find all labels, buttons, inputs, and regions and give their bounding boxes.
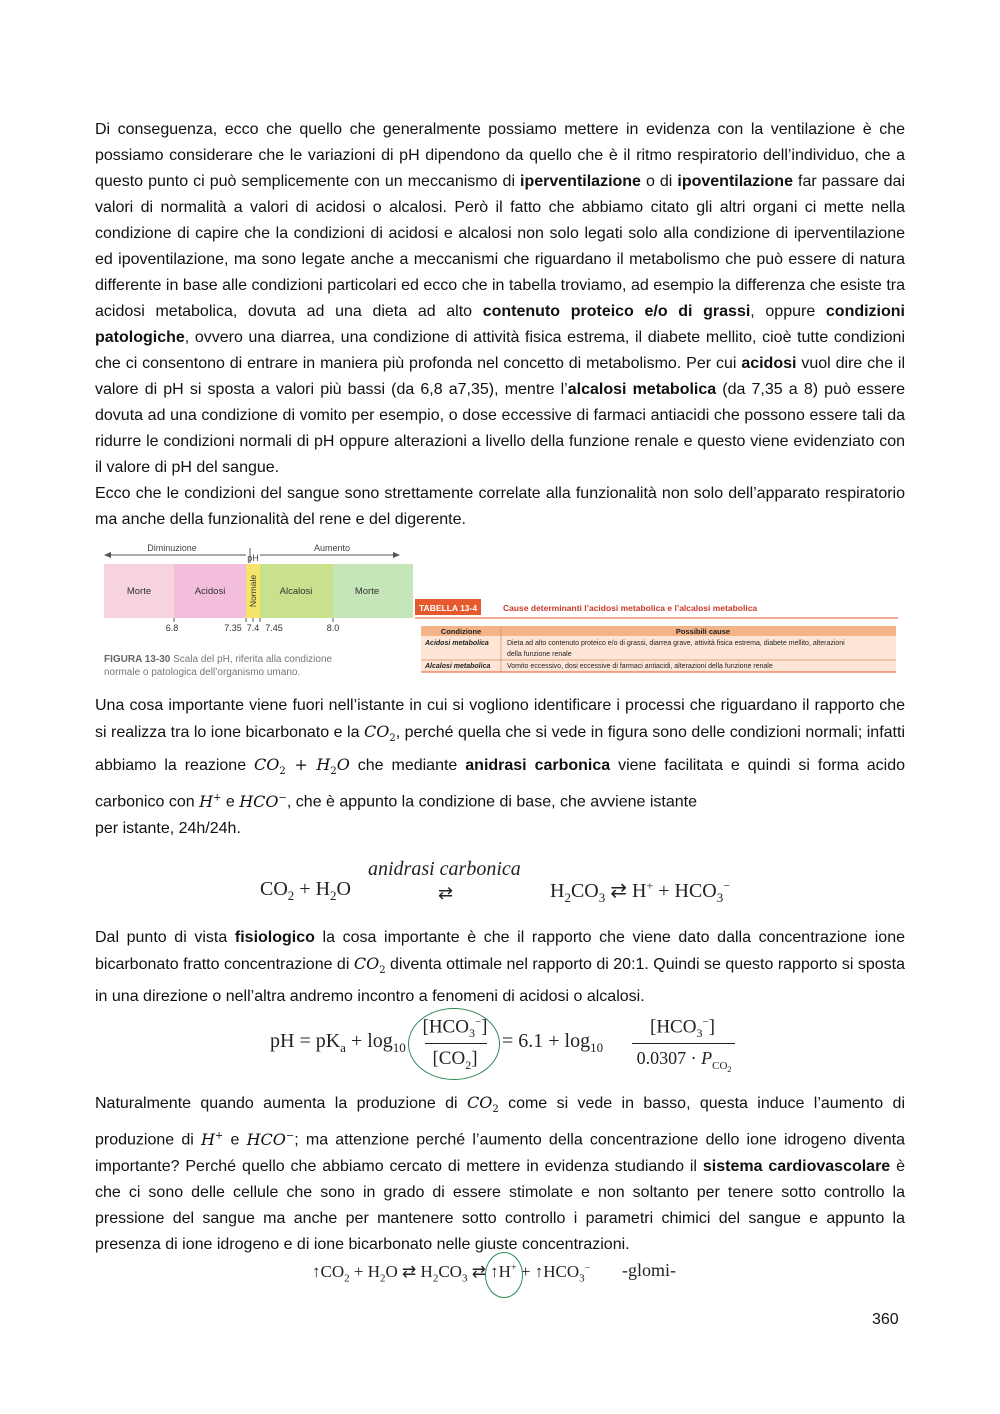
svg-text:6.8: 6.8 bbox=[165, 623, 179, 633]
label-diminuzione: Diminuzione bbox=[147, 543, 197, 553]
svg-text:Morte: Morte bbox=[126, 586, 152, 597]
label-ph: pH bbox=[247, 553, 259, 563]
paragraph-ventilation: Di conseguenza, ecco che quello che generalmente possiamo mettere in evidenza con la ventilazione è che possiamo considerare che le variazioni di pH dipendono da quello che è il ritmo respiratorio dell’individuo, che a questo punto ci può semplicemente con un meccanismo di iperventilazione o di ipoventilazione far passare dai valori di normalità a valori di acidosi o alcalosi. Però il fatto che abbiamo citato gli altri organi ci mette nella condizione di capire che la condizioni di acidosi e alcalosi non solo legati solo alla condizione di iperventilazione ed ipoventilazione, ma sono legate anche a meccanismi che riguardano il metabolismo che può essere di natura differente in base alle condizioni particolari ed ecco che in tabella troviamo, ad esempio la differenza che esiste tra acidosi metabolica, dovuta ad una dieta ad alto contenuto proteico e/o di grassi, oppure condizioni patologiche, ovvero una diarrea, una condizione di attività fisica estrema, il diabete mellito, cioè tutte condizioni che ci consentono di entrare in maniera più profonda nel concetto di metabolismo. Per cui acidosi vuol dire che il valore di pH si sposta a valori più bassi (da 6,8 a7,35), mentre l’alcalosi metabolica (da 7,35 a 8) può essere dovuta ad una condizione di vomito per esempio, o dose eccessive di farmaci antiacidi che possono essere tali da ridurre le condizioni normali di pH oppure alterazioni a livello della funzione renale e questo viene evidenziato con il valore di pH del sangue. bbox=[95, 121, 906, 476]
svg-text:Normale: Normale bbox=[248, 574, 258, 608]
svg-text:Dieta ad alto contenuto protei: Dieta ad alto contenuto proteico e/o di grassi, diarrea grave, attività fisica estrema, diabete mellito, alterazioni bbox=[507, 640, 845, 647]
svg-text:7.45: 7.45 bbox=[265, 623, 283, 633]
page-number: 360 bbox=[872, 1311, 899, 1328]
svg-text:Morte: Morte bbox=[354, 586, 380, 597]
paragraph-hydrogen-ion: Naturalmente quando aumenta la produzione di $CO_2$ come si vede in basso, questa induce l’aumento di produzione di H+ e HCO−; ma attenzione perché l’aumento della concentrazione dello ione idrogeno diventa importante? Perché quello che abbiamo cercato di mettere in evidenza studiando il sistema cardiovascolare è che ci sono delle cellule che sono in grado di essere stimolate e non soltanto per tenere sotto controllo la pressione del sangue ma anche per mantenere sotto controllo i parametri chimici del sangue e appunto la presenza di ione idrogeno e di ione bicarbonato nelle giuste concentrazioni. bbox=[95, 1093, 906, 1253]
svg-text:normale o patologica dell’orga: normale o patologica dell’organismo umano. bbox=[104, 667, 301, 678]
svg-text:Acidosi metabolica: Acidosi metabolica bbox=[425, 640, 489, 647]
label-aumento: Aumento bbox=[313, 543, 351, 553]
table-13-4 bbox=[413, 596, 900, 680]
paragraph-physiological-ratio: Dal punto di vista fisiologico la cosa importante è che il rapporto che viene dato dalla concentrazione ione bicarbonato fratto concentrazione di $CO_2$ diventa ottimale nel rapporto di 20:1. Quindi se questo rapporto si sposta in una direzione o nell’altra andremo incontro a fenomeni di acidosi o alcalosi. bbox=[95, 929, 906, 1006]
figure-caption: FIGURA 13-30 Scala del pH, riferita alla condizione bbox=[104, 654, 333, 665]
svg-text:Possibili cause: Possibili cause bbox=[675, 627, 731, 636]
svg-text:7.4: 7.4 bbox=[246, 623, 260, 633]
equation-henderson-hasselbalch: pH = $pK_a + \log_{10}$ $[HCO_3^-]$ $[CO_2]$ = $6.1 + \log_{10}$ $[HCO_3^-]$ $0.0307 \cdot P_{CO_2}$ bbox=[270, 1006, 740, 1082]
equation-carbonic-anhydrase: $CO_2 + H_2O$ anidrasi carbonica ⇄ $H_2CO_3$ ⇄ $H^+ + HCO_3^-$ bbox=[260, 858, 731, 905]
svg-text:Alcalosi: Alcalosi bbox=[279, 586, 313, 597]
svg-text:8.0: 8.0 bbox=[326, 623, 340, 633]
svg-text:Cause determinanti l’acidosi m: Cause determinanti l’acidosi metabolica e l’alcalosi metabolica bbox=[503, 603, 758, 613]
paragraph-bicarbonate: Una cosa importante viene fuori nell’istante in cui si vogliono identificare i processi che riguardano il rapporto che si realizza tra lo ione bicarbonato e la $CO_2$, perché quella che si vede in figura sono delle condizioni normali; infatti abbiamo la reazione $CO_2 + H_2O$ che mediante anidrasi carbonica viene facilitata e quindi si forma acido carbonico con H+ e HCO−, che è appunto la condizione di base, che avviene istante per istante, 24h/24h. bbox=[95, 697, 906, 837]
svg-text:7.35: 7.35 bbox=[224, 623, 242, 633]
svg-text:Vomito eccessivo, dosi eccessi: Vomito eccessivo, dosi eccessive di farmaci antiacidi, alterazioni della funzione renale bbox=[507, 663, 773, 670]
svg-text:Condizione: Condizione bbox=[440, 627, 482, 636]
svg-text:Acidosi: Acidosi bbox=[194, 586, 226, 597]
equation-co2-increase: $↑CO_2 + H_2O$ ⇄ $H_2CO_3$ ⇄ ↑H+ + $↑HCO_3^-$ -glomi- bbox=[312, 1250, 702, 1300]
svg-text:della funzione renale: della funzione renale bbox=[507, 651, 572, 658]
h-ion-circle bbox=[485, 1252, 523, 1298]
svg-text:Alcalosi metabolica: Alcalosi metabolica bbox=[425, 663, 491, 670]
svg-text:TABELLA 13-4: TABELLA 13-4 bbox=[419, 603, 478, 613]
ph-scale-figure bbox=[100, 538, 415, 688]
paragraph-blood-conditions: Ecco che le condizioni del sangue sono strettamente correlate alla funzionalità non solo dell’apparato respiratorio ma anche della funzionalità del rene e del digerente. bbox=[95, 485, 905, 528]
